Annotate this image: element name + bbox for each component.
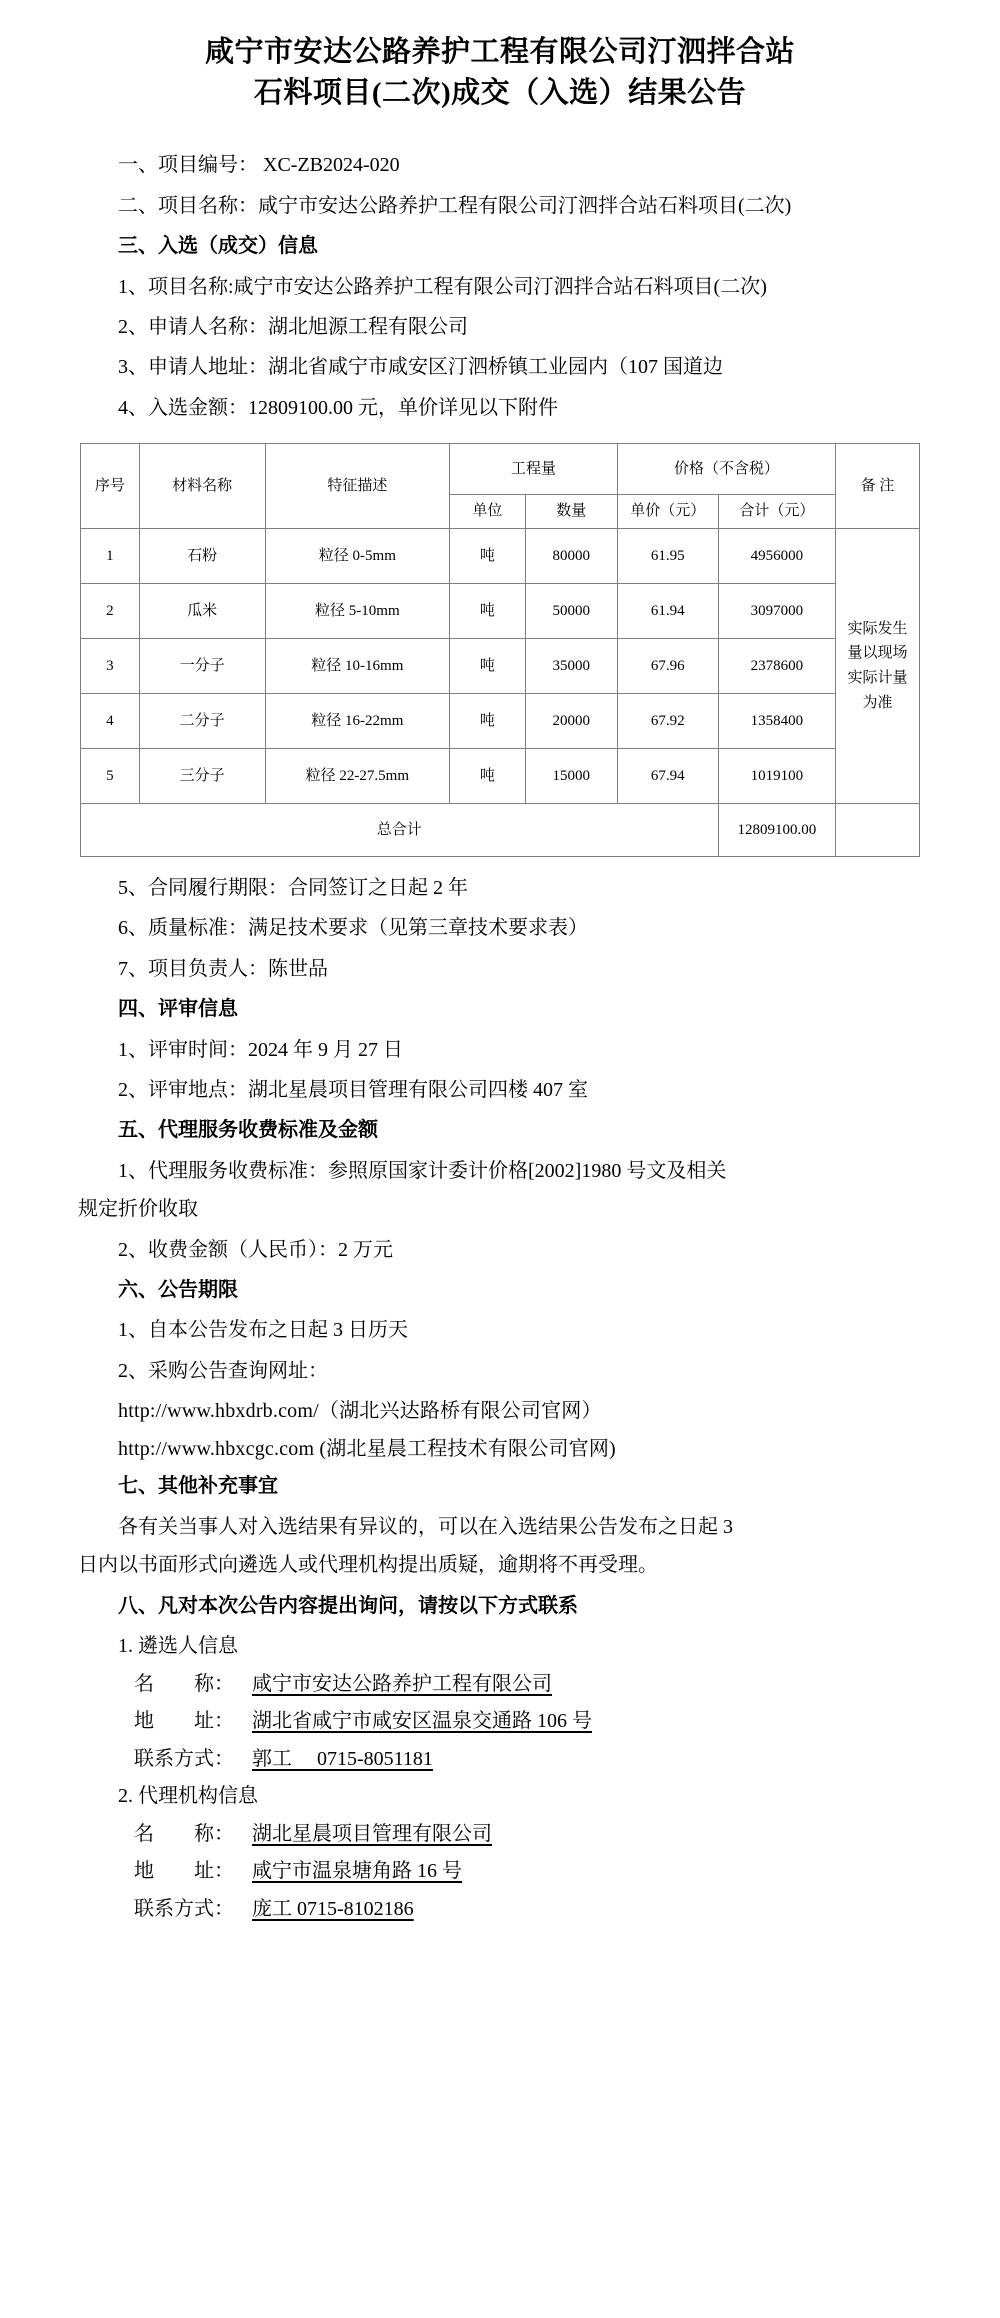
section-heading-five: 五、代理服务收费标准及金额 (118, 1119, 378, 1142)
agency-address-label: 地 址： (134, 1860, 234, 1883)
cell-desc: 粒径 10-16mm (265, 639, 450, 694)
cell-index: 2 (81, 584, 140, 639)
cell-unit: 吨 (450, 749, 526, 804)
cell-name: 石粉 (139, 529, 265, 584)
selector-name-row (78, 1667, 922, 1703)
cell-name: 三分子 (139, 749, 265, 804)
item-3-6-quality-standard: 6、质量标准：满足技术要求（见第三章技术要求表） (118, 917, 588, 940)
selector-address-value: 湖北省咸宁市咸安区温泉交通路 106 号 (252, 1710, 592, 1733)
title-line-1: 咸宁市安达公路养护工程有限公司汀泗拌合站 (204, 36, 795, 68)
cell-unit-price: 67.96 (617, 639, 718, 694)
section-heading-seven: 七、其他补充事宜 (118, 1475, 278, 1498)
cell-sum: 1358400 (718, 694, 835, 749)
item-3-3-applicant-address: 3、申请人地址：湖北省咸宁市咸安区汀泗桥镇工业园内（107 国道边 (118, 356, 723, 379)
selector-contact-value: 郭工 0715-8051181 (252, 1747, 433, 1770)
cell-unit-price: 61.94 (617, 584, 718, 639)
cell-desc: 粒径 0-5mm (265, 529, 450, 584)
section-heading-four: 四、评审信息 (118, 998, 238, 1021)
agency-name-value: 湖北星晨项目管理有限公司 (252, 1822, 492, 1845)
table-total-row (81, 804, 920, 857)
item-5-2-agency-fee-amount: 2、收费金额（人民币）：2 万元 (118, 1238, 393, 1261)
cell-qty: 15000 (525, 749, 617, 804)
th-qty: 数量 (525, 495, 617, 529)
table-row (81, 694, 920, 749)
cell-unit: 吨 (450, 529, 526, 584)
cell-sum: 3097000 (718, 584, 835, 639)
item-7-body-line-1: 各有关当事人对入选结果有异议的，可以在入选结果公告发布之日起 3 (118, 1515, 733, 1538)
price-table-wrapper (78, 443, 922, 857)
table-head (81, 444, 920, 529)
section-project-name: 二、项目名称：咸宁市安达公路养护工程有限公司汀泗拌合站石料项目(二次) (118, 194, 792, 217)
section-project-number: 一、项目编号： XC-ZB2024-020 (118, 154, 400, 177)
agency-name-label: 名 称： (134, 1822, 234, 1845)
item-4-2-review-place: 2、评审地点：湖北星晨项目管理有限公司四楼 407 室 (118, 1079, 588, 1102)
agency-info-heading: 2. 代理机构信息 (118, 1785, 258, 1808)
cell-index: 3 (81, 639, 140, 694)
item-3-7-project-manager: 7、项目负责人：陈世品 (118, 957, 328, 980)
cell-name: 一分子 (139, 639, 265, 694)
cell-unit-price: 67.94 (617, 749, 718, 804)
cell-total-note (836, 804, 920, 857)
cell-qty: 80000 (525, 529, 617, 584)
th-quantity-group: 工程量 (450, 444, 618, 495)
cell-unit-price: 67.92 (617, 694, 718, 749)
announcement-url-1[interactable]: http://www.hbxdrb.com/（湖北兴达路桥有限公司官网） (118, 1400, 602, 1423)
cell-index: 5 (81, 749, 140, 804)
cell-qty: 20000 (525, 694, 617, 749)
th-sum: 合计（元） (718, 495, 835, 529)
th-note: 备 注 (836, 444, 920, 529)
table-header-row-1 (81, 444, 920, 495)
cell-unit: 吨 (450, 584, 526, 639)
section-heading-eight: 八、凡对本次公告内容提出询问，请按以下方式联系 (118, 1594, 578, 1617)
cell-total-label: 总合计 (81, 804, 719, 857)
cell-index: 1 (81, 529, 140, 584)
item-6-2-query-url-label: 2、采购公告查询网址： (118, 1359, 328, 1382)
selector-contact-label: 联系方式： (134, 1747, 234, 1770)
cell-desc: 粒径 16-22mm (265, 694, 450, 749)
cell-total-value: 12809100.00 (718, 804, 835, 857)
table-row (81, 639, 920, 694)
agency-name-row (78, 1817, 922, 1853)
cell-qty: 35000 (525, 639, 617, 694)
announcement-url-2[interactable]: http://www.hbxcgc.com (湖北星晨工程技术有限公司官网) (118, 1437, 616, 1460)
item-3-4-amount: 4、入选金额：12809100.00 元，单价详见以下附件 (118, 396, 558, 419)
item-3-2-applicant-name: 2、申请人名称：湖北旭源工程有限公司 (118, 315, 468, 338)
cell-name: 二分子 (139, 694, 265, 749)
cell-sum: 1019100 (718, 749, 835, 804)
item-3-1-project-name: 1、项目名称:咸宁市安达公路养护工程有限公司汀泗拌合站石料项目(二次) (118, 275, 767, 298)
selector-name-value: 咸宁市安达公路养护工程有限公司 (252, 1672, 552, 1695)
cell-desc: 粒径 22-27.5mm (265, 749, 450, 804)
item-5-1-continued: 规定折价收取 (78, 1198, 198, 1221)
cell-sum: 2378600 (718, 639, 835, 694)
selector-contact-row (78, 1742, 922, 1778)
th-unit: 单位 (450, 495, 526, 529)
th-price-group: 价格（不含税） (617, 444, 835, 495)
item-5-1-agency-fee-standard: 1、代理服务收费标准：参照原国家计委计价格[2002]1980 号文及相关 (118, 1159, 727, 1182)
cell-unit: 吨 (450, 694, 526, 749)
cell-unit-price: 61.95 (617, 529, 718, 584)
agency-address-value: 咸宁市温泉塘角路 16 号 (252, 1860, 462, 1883)
cell-desc: 粒径 5-10mm (265, 584, 450, 639)
cell-qty: 50000 (525, 584, 617, 639)
cell-name: 瓜米 (139, 584, 265, 639)
th-description: 特征描述 (265, 444, 450, 529)
selector-address-row (78, 1704, 922, 1740)
table-row (81, 584, 920, 639)
item-7-body-line-2: 日内以书面形式向遴选人或代理机构提出质疑，逾期将不再受理。 (78, 1554, 658, 1577)
table-body (81, 529, 920, 857)
item-6-1-notice-period: 1、自本公告发布之日起 3 日历天 (118, 1319, 408, 1342)
agency-contact-label: 联系方式： (134, 1898, 234, 1921)
selector-address-label: 地 址： (134, 1710, 234, 1733)
section-heading-six: 六、公告期限 (118, 1278, 238, 1301)
cell-unit: 吨 (450, 639, 526, 694)
cell-note: 实际发生量以现场实际计量为准 (836, 529, 920, 804)
price-table (80, 443, 920, 857)
item-4-1-review-time: 1、评审时间：2024 年 9 月 27 日 (118, 1038, 403, 1061)
th-index: 序号 (81, 444, 140, 529)
agency-contact-value: 庞工 0715-8102186 (252, 1898, 414, 1921)
cell-sum: 4956000 (718, 529, 835, 584)
cell-index: 4 (81, 694, 140, 749)
agency-contact-row (78, 1892, 922, 1928)
page-title (78, 32, 922, 114)
selector-name-label: 名 称： (134, 1672, 234, 1695)
section-heading-three: 三、入选（成交）信息 (118, 235, 318, 258)
title-spacer (78, 114, 922, 148)
th-material-name: 材料名称 (139, 444, 265, 529)
table-row (81, 529, 920, 584)
selector-info-heading: 1. 遴选人信息 (118, 1634, 238, 1657)
item-3-5-contract-term: 5、合同履行期限：合同签订之日起 2 年 (118, 877, 468, 900)
th-unit-price: 单价（元） (617, 495, 718, 529)
table-row (81, 749, 920, 804)
agency-address-row (78, 1854, 922, 1890)
title-line-2: 石料项目(二次)成交（入选）结果公告 (253, 77, 747, 110)
